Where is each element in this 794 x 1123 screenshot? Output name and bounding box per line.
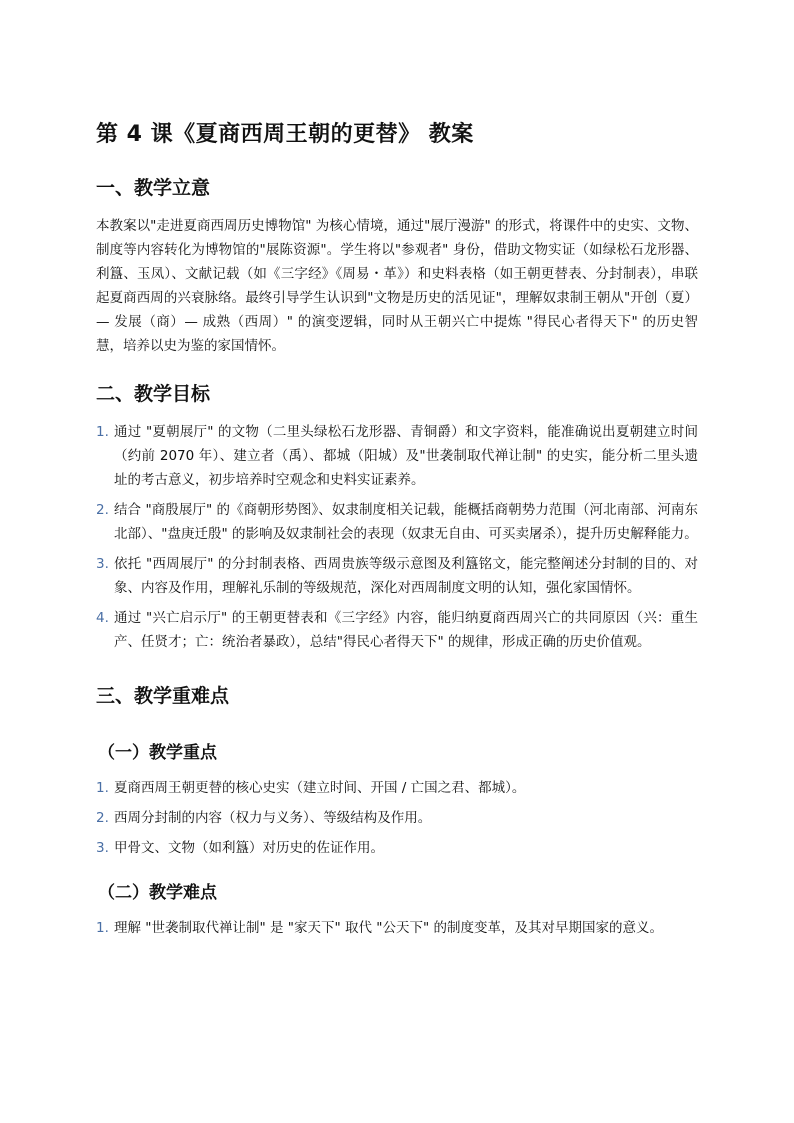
list-item-text: 甲骨文、文物（如利簋）对历史的佐证作用。 (114, 840, 384, 856)
list-item (96, 606, 698, 654)
list-number: 4. (96, 610, 109, 626)
key-points-list (96, 776, 698, 860)
list-item (96, 916, 698, 940)
list-item (96, 836, 698, 860)
list-item-text: 理解 "世袭制取代禅让制" 是 "家天下" 取代 "公天下" 的制度变革，及其对早期国家的意义。 (114, 920, 664, 936)
difficult-points-list (96, 916, 698, 940)
list-item (96, 776, 698, 800)
list-item (96, 806, 698, 830)
list-item-text: 夏商西周王朝更替的核心史实（建立时间、开国 / 亡国之君、都城）。 (114, 780, 526, 796)
subsection-heading-key-points: （一）教学重点 (98, 743, 217, 763)
section-heading-key-difficult-points: 三、教学重难点 (96, 685, 230, 707)
section-heading-teaching-goals: 二、教学目标 (96, 383, 211, 405)
list-number: 2. (96, 502, 109, 518)
list-item-text: 通过 "夏朝展厅" 的文物（二里头绿松石龙形器、青铜爵）和文字资料，能准确说出夏朝建立时间（约前 2070 年）、建立者（禹）、都城（阳城）及"世袭制取代禅让制" 的史实，能分析二里头遗址的考古意义，初步培养时空观念和史料实证素养。 (114, 424, 698, 488)
document-title: 第 4 课《夏商西周王朝的更替》 教案 (96, 122, 474, 147)
list-item (96, 552, 698, 600)
subsection-heading-difficult-points: （二）教学难点 (98, 883, 217, 903)
list-item (96, 498, 698, 546)
document-page (96, 118, 698, 946)
list-item-text: 依托 "西周展厅" 的分封制表格、西周贵族等级示意图及利簋铭文，能完整阐述分封制的目的、对象、内容及作用，理解礼乐制的等级规范，深化对西周制度文明的认知，强化家国情怀。 (114, 556, 698, 596)
section-paragraph-teaching-concept: 本教案以"走进夏商西周历史博物馆" 为核心情境，通过"展厅漫游" 的形式，将课件中的史实、文物、制度等内容转化为博物馆的"展陈资源"。学生将以"参观者" 身份，借助文物实证（如绿松石龙形器、利簋、玉凤）、文献记载（如《三字经》《周易・革》）和史料表格（如王朝更替表、分封制表），串联起夏商西周的兴衰脉络。最终引导学生认识到"文物是历史的活见证"，理解奴隶制王朝从"开创（夏）— 发展（商）— 成熟（西周）" 的演变逻辑，同时从王朝兴亡中提炼 "得民心者得天下" 的历史智慧，培养以史为鉴的家国情怀。 (96, 218, 698, 354)
list-item-text: 结合 "商殷展厅" 的《商朝形势图》、奴隶制度相关记载，能概括商朝势力范围（河北南部、河南东北部）、"盘庚迁殷" 的影响及奴隶制社会的表现（奴隶无自由、可买卖屠杀），提升历史解释能力。 (114, 502, 698, 542)
teaching-goals-list (96, 420, 698, 654)
list-item-text: 通过 "兴亡启示厅" 的王朝更替表和《三字经》内容，能归纳夏商西周兴亡的共同原因（兴：重生产、任贤才；亡：统治者暴政），总结"得民心者得天下" 的规律，形成正确的历史价值观。 (114, 610, 698, 650)
list-number: 1. (96, 920, 109, 936)
list-item (96, 420, 698, 492)
section-heading-teaching-concept: 一、教学立意 (96, 177, 211, 199)
list-number: 3. (96, 556, 109, 572)
list-number: 1. (96, 780, 109, 796)
list-number: 1. (96, 424, 109, 440)
list-item-text: 西周分封制的内容（权力与义务）、等级结构及作用。 (114, 810, 432, 826)
list-number: 3. (96, 840, 109, 856)
list-number: 2. (96, 810, 109, 826)
